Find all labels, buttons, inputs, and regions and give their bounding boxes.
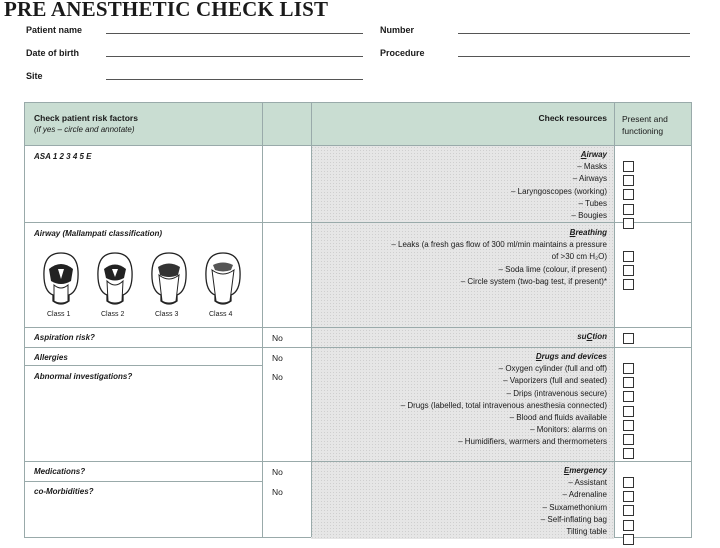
procedure-label: Procedure bbox=[380, 48, 425, 58]
emergency-resources bbox=[541, 465, 607, 538]
suction-checkboxes bbox=[623, 333, 634, 347]
laryngoscopes-checkbox[interactable] bbox=[623, 189, 634, 200]
row-divider bbox=[25, 327, 691, 328]
number-label: Number bbox=[380, 25, 415, 35]
risk-factors-note: (if yes – circle and annotate) bbox=[34, 125, 135, 134]
airway-item: – Bougies bbox=[571, 211, 607, 221]
medications-value: No bbox=[272, 467, 283, 477]
patient-name-label: Patient name bbox=[26, 25, 83, 35]
humidifiers-checkbox[interactable] bbox=[623, 448, 634, 459]
suction-heading-initial: C bbox=[586, 332, 593, 341]
drugs-checkboxes bbox=[623, 363, 634, 462]
airway-heading-initial: A bbox=[580, 150, 587, 159]
breathing-heading-initial: B bbox=[569, 228, 576, 237]
site-field[interactable] bbox=[106, 79, 363, 80]
emergency-item: Tilting table bbox=[566, 527, 607, 537]
mallampati-class1-icon bbox=[41, 251, 81, 309]
airway-item: – Tubes bbox=[578, 198, 607, 208]
emergency-item: – Self-inflating bag bbox=[540, 514, 607, 524]
vaporizers-checkbox[interactable] bbox=[623, 377, 634, 388]
row-divider bbox=[25, 461, 691, 462]
breathing-checkboxes bbox=[623, 251, 634, 294]
airway-item: – Masks bbox=[577, 162, 607, 172]
airways-checkbox[interactable] bbox=[623, 175, 634, 186]
drugs-item: – Drugs (labelled, total intravenous anesthesia connected) bbox=[400, 400, 607, 410]
adrenaline-checkbox[interactable] bbox=[623, 491, 634, 502]
suction-heading-start: su bbox=[577, 332, 587, 341]
col-divider-3 bbox=[614, 103, 615, 537]
emergency-item: – Adrenaline bbox=[562, 490, 607, 500]
breathing-item: – Circle system (two-bag test, if present)* bbox=[460, 276, 607, 286]
class2-label: Class 2 bbox=[101, 311, 125, 318]
emergency-heading-initial: E bbox=[563, 466, 570, 475]
mallampati-class2-icon bbox=[95, 251, 135, 309]
emergency-item: – Assistant bbox=[568, 478, 607, 488]
tilting-table-checkbox[interactable] bbox=[623, 534, 634, 545]
airway-heading-rest: irway bbox=[586, 150, 607, 159]
emergency-item: – Suxamethonium bbox=[542, 502, 607, 512]
assistant-checkbox[interactable] bbox=[623, 477, 634, 488]
breathing-resources bbox=[391, 227, 607, 288]
airway-label: Airway (Mallampati classification) bbox=[34, 229, 163, 238]
abnormal-label: Abnormal investigations? bbox=[34, 372, 133, 381]
breathing-item: – Soda lime (colour, if present) bbox=[498, 264, 607, 274]
breathing-heading-rest: reathing bbox=[575, 228, 607, 237]
row-divider bbox=[25, 365, 262, 366]
suxamethonium-checkbox[interactable] bbox=[623, 505, 634, 516]
breathing-heading bbox=[391, 227, 607, 239]
checklist-table bbox=[24, 102, 692, 538]
suction-heading bbox=[577, 331, 607, 343]
suction-checkbox[interactable] bbox=[623, 333, 634, 344]
drips-checkbox[interactable] bbox=[623, 391, 634, 402]
leaks-checkbox[interactable] bbox=[623, 251, 634, 262]
airway-item: – Airways bbox=[572, 174, 607, 184]
procedure-field[interactable] bbox=[458, 56, 690, 57]
risk-factors-heading: Check patient risk factors bbox=[34, 113, 138, 123]
breathing-item: of >30 cm H₂O) bbox=[551, 252, 607, 262]
airway-checkboxes bbox=[623, 161, 634, 232]
tubes-checkbox[interactable] bbox=[623, 204, 634, 215]
aspiration-label: Aspiration risk? bbox=[34, 333, 95, 342]
blood-fluids-checkbox[interactable] bbox=[623, 420, 634, 431]
soda-lime-checkbox[interactable] bbox=[623, 265, 634, 276]
asa-label: ASA 1 2 3 4 5 E bbox=[34, 152, 92, 161]
drugs-item: – Humidifiers, warmers and thermometers bbox=[458, 437, 607, 447]
suction-resource bbox=[577, 331, 607, 343]
drugs-item: – Monitors: alarms on bbox=[530, 425, 607, 435]
emergency-heading bbox=[541, 465, 607, 477]
row-divider bbox=[25, 481, 262, 482]
dob-field[interactable] bbox=[106, 56, 363, 57]
oxygen-checkbox[interactable] bbox=[623, 363, 634, 374]
suction-heading-rest: tion bbox=[592, 332, 607, 341]
aspiration-value: No bbox=[272, 333, 283, 343]
drugs-heading-rest: rugs and devices bbox=[541, 352, 607, 361]
site-label: Site bbox=[26, 71, 43, 81]
breathing-item: – Leaks (a fresh gas flow of 300 ml/min maintains a pressure bbox=[391, 240, 607, 250]
emergency-checkboxes bbox=[623, 477, 634, 548]
medications-label: Medications? bbox=[34, 467, 86, 476]
mallampati-class4-icon bbox=[203, 251, 243, 309]
comorbid-label: co-Morbidities? bbox=[34, 487, 94, 496]
class1-label: Class 1 bbox=[47, 311, 71, 318]
drugs-item: – Oxygen cylinder (full and off) bbox=[498, 364, 607, 374]
comorbid-value: No bbox=[272, 487, 283, 497]
drugs-item: – Vaporizers (full and seated) bbox=[503, 376, 607, 386]
emergency-heading-rest: mergency bbox=[569, 466, 607, 475]
bougies-checkbox[interactable] bbox=[623, 218, 634, 229]
drugs-heading bbox=[401, 351, 607, 363]
class3-label: Class 3 bbox=[155, 311, 179, 318]
self-inflating-bag-checkbox[interactable] bbox=[623, 520, 634, 531]
drugs-checkbox[interactable] bbox=[623, 406, 634, 417]
mallampati-class3-icon bbox=[149, 251, 189, 309]
dob-label: Date of birth bbox=[26, 48, 79, 58]
monitors-checkbox[interactable] bbox=[623, 434, 634, 445]
page-title: PRE ANESTHETIC CHECK LIST bbox=[4, 0, 329, 21]
drugs-resources bbox=[401, 351, 607, 449]
number-field[interactable] bbox=[458, 33, 690, 34]
airway-item: – Laryngoscopes (working) bbox=[510, 186, 607, 196]
airway-heading bbox=[511, 149, 607, 161]
drugs-heading-initial: D bbox=[535, 352, 542, 361]
resources-heading: Check resources bbox=[538, 113, 607, 123]
class4-label: Class 4 bbox=[209, 311, 233, 318]
circle-system-checkbox[interactable] bbox=[623, 279, 634, 290]
airway-resources bbox=[511, 149, 607, 222]
allergies-label: Allergies bbox=[34, 353, 68, 362]
abnormal-value: No bbox=[272, 372, 283, 382]
patient-name-field[interactable] bbox=[106, 33, 363, 34]
row-divider bbox=[25, 347, 691, 348]
row-divider bbox=[25, 145, 691, 146]
present-heading: Present and functioning bbox=[622, 114, 668, 136]
table-header bbox=[25, 103, 691, 145]
col-divider-2 bbox=[311, 103, 312, 537]
drugs-item: – Blood and fluids available bbox=[509, 413, 607, 423]
col-divider-1 bbox=[262, 103, 263, 537]
allergies-value: No bbox=[272, 353, 283, 363]
masks-checkbox[interactable] bbox=[623, 161, 634, 172]
drugs-item: – Drips (intravenous secure) bbox=[506, 388, 607, 398]
